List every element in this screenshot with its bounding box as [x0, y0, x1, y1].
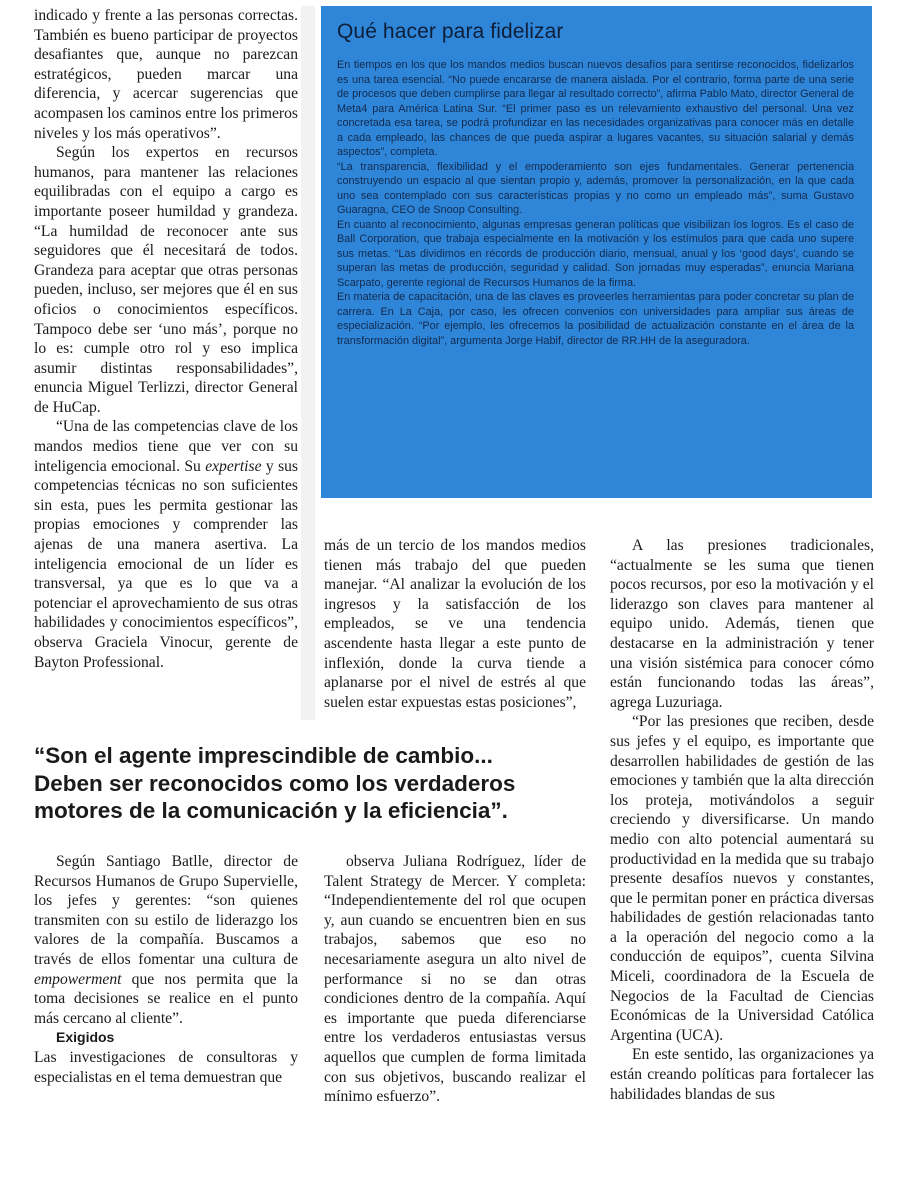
pull-quote-line: Deben ser reconocidos como los verdaderos: [34, 770, 516, 796]
column-mid-top: [324, 536, 586, 712]
pull-quote: [34, 742, 594, 825]
sidebar-paragraph: En tiempos en los que los mandos medios buscan nuevos desafíos para sentirse reconocidos, fidelizarlos es una tarea esencial. “No puede encararse de manera aislada. Por el contrario, forma parte de una serie de procesos que deben cumplirse para llegar al resultado correcto”, afirma Pablo Mato, director General de Meta4 para América Latina Sur. “El primer paso es un relevamiento exhaustivo del personal. Una vez concretada esa tarea, se podrá profundizar en las necesidades organizativas para conocer más en detalle a cada empleado, las chances de que pueda aspirar a lugares vacantes, su situación salarial y demás aspectos”, completa.: [337, 59, 854, 158]
paragraph: En este sentido, las organizaciones ya están creando políticas para fortalecer las habilidades blandas de sus: [610, 1046, 874, 1103]
text-run: “Una de las competencias clave de los mandos medios tiene que ver con su inteligencia emocional. Su: [34, 418, 298, 475]
column-gutter-shade: [301, 6, 315, 720]
paragraph: Según los expertos en recursos humanos, para mantener las relaciones equilibradas con el equipo a cargo es importante poseer humildad y grandeza. “La humildad de reconocer ante sus seguidores que él necesitará de todos. Grandeza para aceptar que otras personas pueden, incluso, ser mejores que él en sus oficios o conocimientos específicos. Tampoco debe ser ‘uno más’, porque no lo es: cumple otro rol y eso implica asumir distintas responsabilidades”, enuncia Miguel Terlizzi, director General de HuCap.: [34, 144, 298, 416]
pull-quote-line: motores de la comunicación y la eficiencia”.: [34, 798, 508, 823]
column-mid-bottom: [324, 852, 586, 1107]
paragraph: indicado y frente a las personas correctas. También es bueno participar de proyectos desafiantes que, aunque no parezcan estratégicos, pueden marcar una diferencia, y acercar sugerencias que acompasen los caminos entre los primeros niveles y los más operativos”.: [34, 7, 298, 142]
column-right: [610, 536, 874, 1104]
section-subhead: Exigidos: [56, 1029, 115, 1046]
text-run: que nos permita que la toma decisiones se realice en el punto más cercano al cliente”.: [34, 970, 298, 1027]
column-left-bottom: [34, 852, 298, 1087]
pull-quote-line: “Son el agente imprescindible de cambio...: [34, 743, 493, 768]
paragraph: más de un tercio de los mandos medios tienen más trabajo del que pueden manejar. “Al analizar la evolución de los ingresos y la satisfacción de los empleados, se ve una tendencia ascendente hasta llegar a este punto de inflexión, donde la curva tiende a aplanarse por el nivel de estrés al que suelen estar expuestas estas posiciones”,: [324, 537, 586, 711]
paragraph: observa Juliana Rodríguez, líder de Talent Strategy de Mercer. Y completa: “Independientemente del rol que ocupen y, aun cuando se encuentren bien en sus trabajos, sabemos que eso no necesariamente asegura un alto nivel de performance si no se dan otras condiciones dentro de la compañía. Aquí es importante que pueda diferenciarse entre los verdaderos entusiastas versus aquellos que cumplen de forma limitada con sus objetivos, buscando realizar el mínimo esfuerzo”.: [324, 853, 586, 1106]
paragraph: [34, 852, 298, 1028]
paragraph: [34, 417, 298, 672]
sidebar-box: [321, 6, 872, 498]
column-left-top: [34, 6, 298, 672]
text-run: y sus competencias técnicas no son suficientes sin esta, pues les permita gestionar las propias emociones y comprender las ajenas de una manera asertiva. La inteligencia emocional de un líder es transversal, ya que es lo que va a potenciar el aprovechamiento de sus otras habilidades y conocimientos específicos”, observa Graciela Vinocur, gerente de Bayton Professional.: [34, 457, 298, 671]
paragraph: “Por las presiones que reciben, desde sus jefes y el equipo, es importante que desarrollen habilidades de gestión de las emociones y también que la alta dirección los proteja, motivándolos a seguir creciendo y diversificarse. Un mando medio con alto potencial aumentará su productividad en la medida que su trabajo presente desafíos nuevos y constantes, que le permitan poner en práctica diversas habilidades de gestión relacionadas tanto a la operación del negocio como a la conducción de equipos”, cuenta Silvina Miceli, coordinadora de la Escuela de Negocios de la Facultad de Ciencias Económicas de la Universidad Católica Argentina (UCA).: [610, 713, 874, 1044]
text-run: Según Santiago Batlle, director de Recursos Humanos de Grupo Supervielle, los jefes y gerentes: “son quienes transmiten con su estilo de liderazgo los valores de la compañía. Buscamos a través de ellos fomentar una cultura de: [34, 853, 298, 968]
emphasis-term: expertise: [205, 457, 262, 475]
sidebar-paragraph: En materia de capacitación, una de las claves es proveerles herramientas para poder concretar su plan de carrera. En La Caja, por caso, les ofrecen convenios con universidades para ampliar sus áreas de especialización. “Por ejemplo, les ofrecemos la posibilidad de actualización constante en el área de la transformación digital”, argumenta Jorge Habif, director de RR.HH de la aseguradora.: [337, 291, 854, 347]
paragraph: Las investigaciones de consultoras y especialistas en el tema demuestran que: [34, 1048, 298, 1086]
sidebar-paragraph: “La transparencia, flexibilidad y el empoderamiento son ejes fundamentales. Generar pertenencia construyendo un espacio al que sientan propio y, además, promover la personalización, en la que cada uno sea contemplado con sus características propias y no como un empleado más”, suma Gustavo Guaragna, CEO de Snoop Consulting.: [337, 160, 854, 216]
emphasis-term: empowerment: [34, 970, 122, 988]
sidebar-paragraph: En cuanto al reconocimiento, algunas empresas generan políticas que visibilizan los logros. Es el caso de Ball Corporation, que trabaja especialmente en la motivación y los estímulos para que cada uno supere sus metas. “Las dividimos en récords de producción diario, mensual, anual y los ‘good days’, cuando se superan las metas de producción, seguridad y calidad. Son jornadas muy esperadas”, enuncia Mariana Scarpato, gerente regional de Recursos Humanos de la firma.: [337, 218, 854, 289]
paragraph: A las presiones tradicionales, “actualmente se les suma que tienen pocos recursos, por eso la motivación y el liderazgo son claves para mantener al equipo unido. Además, tienen que destacarse en la administración y tener una visión sistémica para conocer cómo están funcionando todas las áreas”, agrega Luzuriaga.: [610, 537, 874, 711]
sidebar-title: Qué hacer para fidelizar: [337, 20, 564, 43]
